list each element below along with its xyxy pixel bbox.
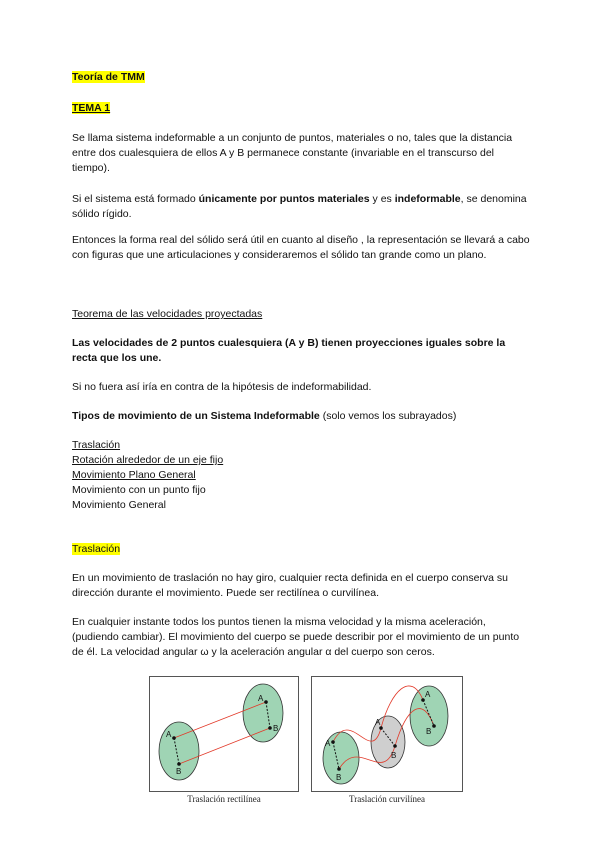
- label-a: A: [325, 739, 331, 748]
- intro-paragraph-3: Entonces la forma real del sólido será útil en cuanto al diseño , la representación se llevará a cabo con figuras que une articulaciones y consideraremos el sólido tan grande como un plano.: [72, 234, 530, 261]
- point-a: [331, 740, 335, 744]
- label-a: A: [375, 718, 381, 727]
- rectilinear-translation-figure: [149, 676, 299, 792]
- body-final: [243, 684, 283, 742]
- intro-paragraph-1: Se llama sistema indeformable a un conjunto de puntos, materiales o no, tales que la distancia entre dos cualesquiera de ellos A y B permanece constante (invariable en el transcurso del tiempo).: [72, 132, 513, 174]
- teorema-note: Si no fuera así iría en contra de la hipótesis de indeformabilidad.: [72, 381, 372, 393]
- list-item: Movimiento Plano General: [72, 469, 196, 481]
- traslacion-paragraph-1: En un movimiento de traslación no hay giro, cualquier recta definida en el cuerpo conserva su dirección durante el movimiento. Puede ser rectilínea o curvilínea.: [72, 572, 509, 599]
- curvilinear-caption: Traslación curvilínea: [349, 794, 425, 804]
- label-a: A: [166, 730, 172, 739]
- list-item: Movimiento General: [72, 499, 166, 511]
- tipos-list: [72, 438, 532, 513]
- intro-paragraph-2: Si el sistema está formado únicamente por puntos materiales y es indeformable, se denomina sólido rígido.: [72, 193, 527, 220]
- label-b: B: [391, 751, 397, 760]
- rectilinear-caption: Traslación rectilínea: [187, 794, 261, 804]
- document-title: Teoría de TMM: [72, 71, 145, 83]
- topic-heading: TEMA 1: [72, 102, 111, 114]
- list-item: Movimiento con un punto fijo: [72, 484, 206, 496]
- label-b: B: [273, 724, 279, 733]
- label-b: B: [426, 727, 432, 736]
- point-b: [393, 744, 397, 748]
- point-b: [177, 762, 181, 766]
- point-b: [268, 726, 272, 730]
- list-item: Traslación: [72, 439, 121, 451]
- label-a: A: [258, 694, 264, 703]
- tipos-heading: Tipos de movimiento de un Sistema Indeformable (solo vemos los subrayados): [72, 410, 457, 422]
- point-a: [172, 736, 176, 740]
- traslacion-heading: Traslación: [72, 543, 121, 555]
- point-b: [432, 724, 436, 728]
- label-b: B: [336, 773, 342, 782]
- teorema-statement: Las velocidades de 2 puntos cualesquiera (A y B) tienen proyecciones iguales sobre la recta que los une.: [72, 337, 506, 364]
- point-b: [337, 767, 341, 771]
- list-item: Rotación alrededor de un eje fijo: [72, 454, 224, 466]
- teorema-heading: Teorema de las velocidades proyectadas: [72, 308, 263, 320]
- curvilinear-translation-figure: [311, 676, 463, 792]
- label-b: B: [176, 767, 182, 776]
- label-a: A: [425, 690, 431, 699]
- point-a: [264, 700, 268, 704]
- traslacion-paragraph-2: En cualquier instante todos los puntos tienen la misma velocidad y la misma aceleración, (pudiendo cambiar). El movimiento del cuerpo se puede describir por el movimiento de un punto de él. La velocidad angular ω y la aceleración angular α del cuerpo son ceros.: [72, 616, 520, 658]
